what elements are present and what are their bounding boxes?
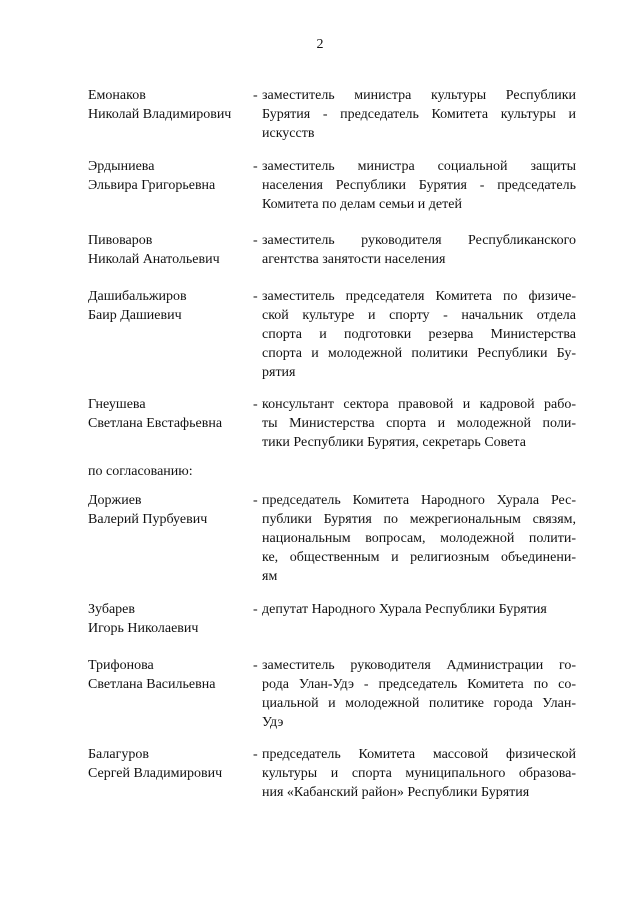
page-number: 2 <box>316 37 324 52</box>
member-role <box>262 745 576 802</box>
member-surname: Емонаков <box>88 88 146 103</box>
role-line: заместитель председателя Комитета по физиче- <box>262 289 576 304</box>
member-name <box>88 600 253 638</box>
role-line: заместитель министра культуры Республики <box>262 88 576 103</box>
member-name <box>88 287 253 325</box>
role-line: заместитель министра социальной защиты <box>262 159 576 174</box>
member-name <box>88 86 253 124</box>
member-role <box>262 86 576 143</box>
role-line: председатель Комитета массовой физической <box>262 747 576 762</box>
member-role <box>262 491 576 586</box>
role-line: ке, общественным и религиозным объединени- <box>262 550 576 565</box>
role-line: публики Бурятия по межрегиональным связям, <box>262 512 576 527</box>
role-line: спорта и молодежной политики Республики Бу- <box>262 346 576 361</box>
member-role <box>262 157 576 214</box>
member-given-names: Сергей Владимирович <box>88 766 223 781</box>
role-line: ской культуре и спорту - начальник отдела <box>262 308 576 323</box>
role-line: национальным вопросам, молодежной полити- <box>262 531 576 546</box>
dash: - <box>253 233 258 248</box>
role-line: Комитета по делам семьи и детей <box>262 197 462 212</box>
role-line: ния «Кабанский район» Республики Бурятия <box>262 785 530 800</box>
dash: - <box>253 493 258 508</box>
member-name <box>88 656 253 694</box>
member-role <box>262 287 576 382</box>
role-line: Бурятия - председатель Комитета культуры и <box>262 107 576 122</box>
member-surname: Зубарев <box>88 602 135 617</box>
member-surname: Трифонова <box>88 658 154 673</box>
role-line: рятия <box>262 365 296 380</box>
role-line: депутат Народного Хурала Республики Бурятия <box>262 602 547 617</box>
member-role <box>262 600 576 619</box>
role-line: заместитель руководителя Республиканского <box>262 233 576 248</box>
member-name <box>88 231 253 269</box>
dash: - <box>253 289 258 304</box>
dash: - <box>253 658 258 673</box>
role-line: ты Министерства спорта и молодежной поли- <box>262 416 576 431</box>
role-line: председатель Комитета Народного Хурала Рес- <box>262 493 576 508</box>
dash: - <box>253 88 258 103</box>
role-line: рода Улан-Удэ - председатель Комитета по со- <box>262 677 576 692</box>
role-line: спорта и подготовки резерва Министерства <box>262 327 576 342</box>
dash: - <box>253 159 258 174</box>
member-surname: Пивоваров <box>88 233 153 248</box>
dash: - <box>253 602 258 617</box>
member-role <box>262 395 576 452</box>
member-role <box>262 231 576 269</box>
role-line: агентства занятости населения <box>262 252 446 267</box>
member-surname: Балагуров <box>88 747 149 762</box>
role-line: циальной и молодежной политике города Улан- <box>262 696 576 711</box>
role-line: консультант сектора правовой и кадровой рабо- <box>262 397 576 412</box>
member-surname: Эрдыниева <box>88 159 155 174</box>
member-surname: Дашибальжиров <box>88 289 187 304</box>
member-given-names: Светлана Васильевна <box>88 677 216 692</box>
member-name <box>88 157 253 195</box>
member-given-names: Николай Анатольевич <box>88 252 220 267</box>
role-line: культуры и спорта муниципального образова- <box>262 766 576 781</box>
member-given-names: Николай Владимирович <box>88 107 232 122</box>
member-role <box>262 656 576 732</box>
member-name <box>88 491 253 529</box>
role-line: заместитель руководителя Администрации го- <box>262 658 576 673</box>
member-given-names: Светлана Евстафьевна <box>88 416 223 431</box>
member-given-names: Эльвира Григорьевна <box>88 178 216 193</box>
role-line: населения Республики Бурятия - председатель <box>262 178 576 193</box>
member-given-names: Баир Дашиевич <box>88 308 182 323</box>
role-line: искусств <box>262 126 315 141</box>
agreement-label: по согласованию: <box>88 464 193 479</box>
member-given-names: Валерий Пурбуевич <box>88 512 208 527</box>
dash: - <box>253 397 258 412</box>
role-line: тики Республики Бурятия, секретарь Совета <box>262 435 526 450</box>
member-surname: Гнеушева <box>88 397 146 412</box>
dash: - <box>253 747 258 762</box>
role-line: ям <box>262 569 278 584</box>
member-surname: Доржиев <box>88 493 142 508</box>
role-line: Удэ <box>262 715 284 730</box>
member-given-names: Игорь Николаевич <box>88 621 199 636</box>
member-name <box>88 745 253 783</box>
member-name <box>88 395 253 433</box>
